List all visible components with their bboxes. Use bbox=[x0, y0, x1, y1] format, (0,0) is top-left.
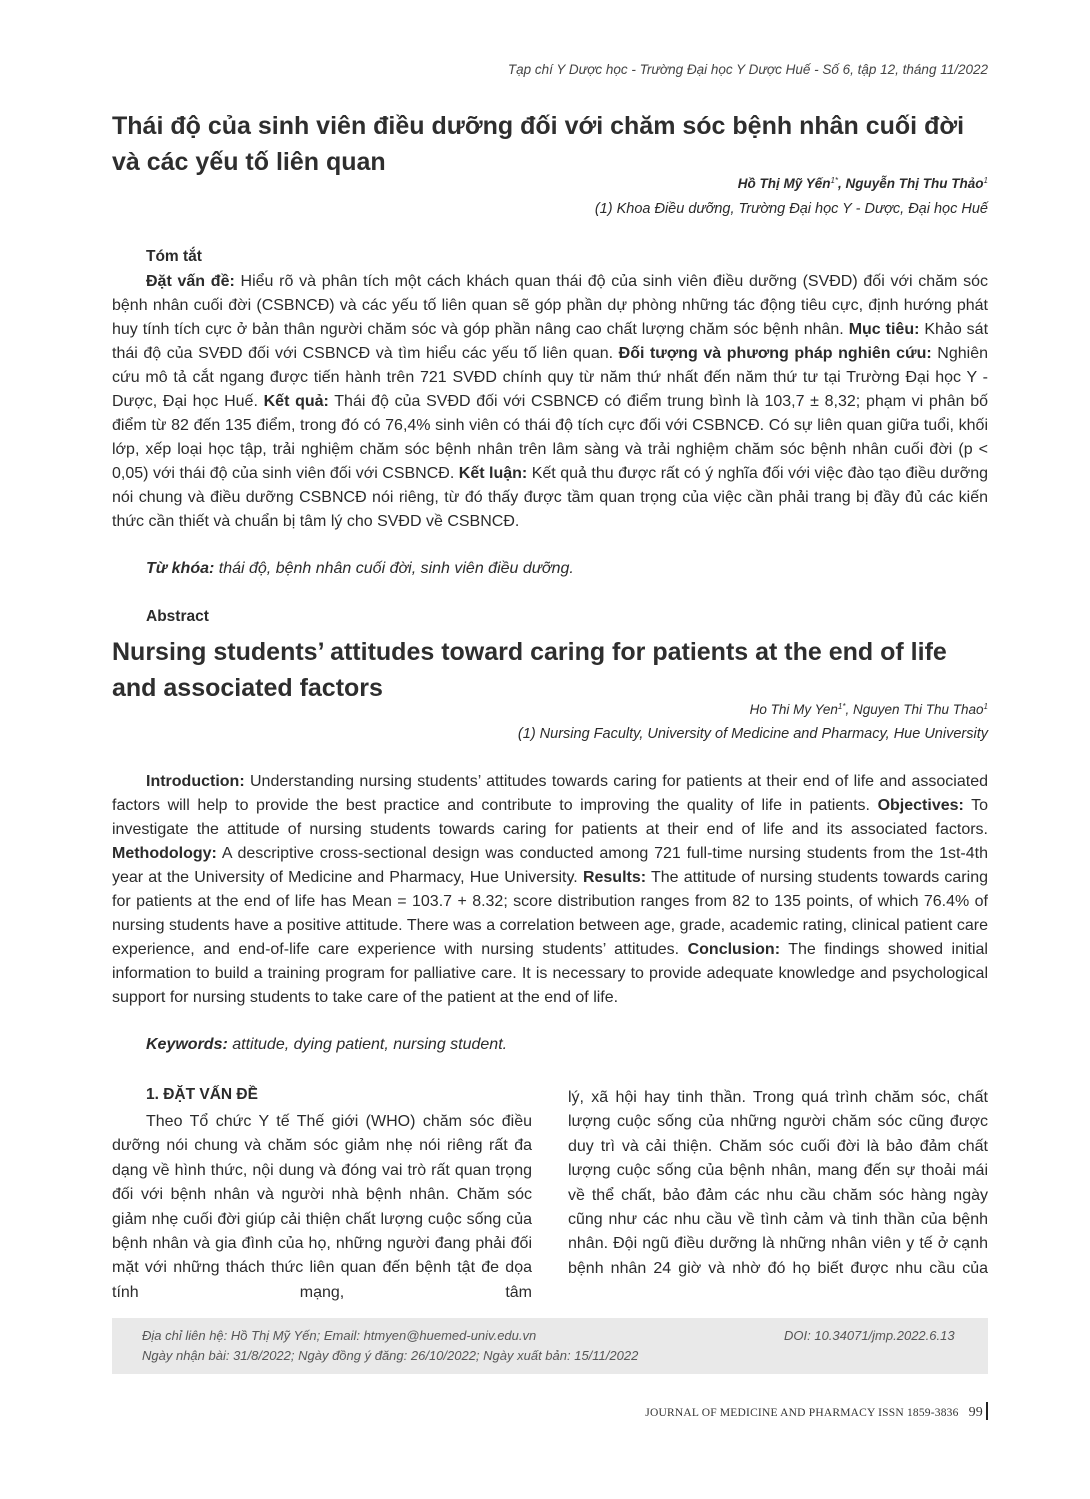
affiliation-en: (1) Nursing Faculty, University of Medicine and Pharmacy, Hue University bbox=[517, 726, 988, 742]
correspondence-box bbox=[112, 1318, 988, 1374]
conclusion-en-text: The findings showed initial information to build a training program for palliative care. It is necessary to provide adequate knowledge and psychological support for nursing students to take care of the patient at the end of life. bbox=[112, 941, 988, 1006]
author-2: Nguyễn Thị Thu Thảo bbox=[845, 176, 984, 191]
results-heading: Kết quả: bbox=[263, 393, 329, 410]
methods-heading: Đối tượng và phương pháp nghiên cứu: bbox=[618, 345, 932, 362]
conclusion-en-heading: Conclusion: bbox=[687, 941, 781, 958]
author-separator: , bbox=[838, 176, 846, 191]
page-footer bbox=[645, 1402, 988, 1421]
article-title-en: Nursing students’ attitudes toward caring for patients at the end of life and associated factors bbox=[112, 638, 947, 702]
background-text: Hiểu rõ và phân tích một cách khách quan thái độ của sinh viên điều dưỡng (SVĐD) đối với chăm sóc bệnh nhân cuối đời (CSBNCĐ) và các yếu tố liên quan sẽ góp phần dự phòng những tác động tiêu cực, định hướng phát huy tính tích cực ở bản thân người chăm sóc và góp phần nâng cao chất lượng chăm sóc bệnh nhân. bbox=[112, 273, 989, 338]
conclusion-text: Kết quả thu được rất có ý nghĩa đối với việc đào tạo điều dưỡng nói chung và điều dưỡng CSBNCĐ nói riêng, từ đó thấy được tầm quan trọng của việc cần phải trang bị đầy đủ các kiến thức cần thiết và chuẩn bị tâm lý cho SVĐD về CSBNCĐ. bbox=[112, 465, 988, 530]
objective-heading: Mục tiêu: bbox=[848, 321, 920, 338]
keywords-en-label: Keywords: bbox=[146, 1036, 228, 1053]
methodology-text: A descriptive cross-sectional design was conducted among 721 full-time nursing students from the 1st-4th year at the University of Medicine and Pharmacy, Hue University. bbox=[112, 845, 988, 886]
results-text: Thái độ của SVĐD đối với CSBNCĐ có điểm trung bình là 103,7 ± 8,32; phạm vi phân bố điểm từ 82 đến 135 điểm, trong đó có 76,4% sinh viên có thái độ tích cực đối với CSBNCĐ. Có sự liên quan giữa tuổi, khối lớp, xếp loại học tập, trải nghiệm chăm sóc bệnh nhân trên lâm sàng và trải nghiệm chăm sóc bệnh nhân cuối đời (p < 0,05) với thái độ của sinh viên đối với CSBNCĐ. bbox=[112, 393, 989, 482]
intro-text: Understanding nursing students’ attitudes towards caring for patients at their end of life and associated factors will help to provide the best practice and contribute to improving the quality of life in patients. bbox=[112, 773, 988, 814]
author-1-en: Ho Thi My Yen bbox=[749, 702, 838, 717]
author-1-sup: 1* bbox=[830, 176, 839, 185]
author-1: Hồ Thị Mỹ Yến bbox=[737, 176, 831, 191]
results-en-text: The attitude of nursing students towards caring for patients at the end of life has Mean = 103.7 + 8.32; score distribution ranges from 82 to 135 points, of which 76.4% of nursing students have a positive attitude. There was a correlation between age, grade, academic rating, clinical patient care experience, and end-of-life care experience with nursing students’ attitudes. bbox=[112, 869, 988, 958]
contact-line: Địa chỉ liên hệ: Hồ Thị Mỹ Yến; Email: htmyen@huemed-univ.edu.vn bbox=[142, 1328, 537, 1343]
conclusion-heading: Kết luận: bbox=[458, 465, 528, 482]
doi-line: DOI: 10.34071/jmp.2022.6.13 bbox=[784, 1328, 955, 1343]
authors-en bbox=[750, 702, 988, 717]
authors-vn bbox=[738, 176, 988, 191]
keywords-en-text: attitude, dying patient, nursing student. bbox=[227, 1036, 508, 1053]
article-title-vn: Thái độ của sinh viên điều dưỡng đối với chăm sóc bệnh nhân cuối đời và các yếu tố liên quan bbox=[112, 112, 965, 176]
author-2-en-sup: 1 bbox=[983, 702, 988, 711]
author-1-en-sup: 1* bbox=[837, 702, 846, 711]
abstract-en bbox=[112, 770, 988, 1010]
page-bar bbox=[986, 1402, 988, 1420]
journal-header: Tạp chí Y Dược học - Trường Đại học Y Dược Huế - Số 6, tập 12, tháng 11/2022 bbox=[507, 62, 988, 77]
author-2-sup: 1 bbox=[983, 176, 988, 185]
keywords-text: thái độ, bệnh nhân cuối đời, sinh viên điều dưỡng. bbox=[214, 560, 574, 577]
affiliation-vn: (1) Khoa Điều dưỡng, Trường Đại học Y - Dược, Đại học Huế bbox=[594, 201, 988, 217]
keywords-label: Từ khóa: bbox=[146, 560, 215, 577]
background-heading: Đặt vấn đề: bbox=[146, 273, 235, 290]
keywords-vn bbox=[146, 560, 574, 578]
footer-journal: JOURNAL OF MEDICINE AND PHARMACY ISSN 1859-3836 bbox=[645, 1407, 959, 1419]
section-heading-introduction: 1. ĐẶT VẤN ĐỀ bbox=[146, 1086, 258, 1103]
page-number: 99 bbox=[968, 1405, 983, 1420]
intro-heading: Introduction: bbox=[146, 773, 245, 790]
summary-label: Tóm tắt bbox=[146, 248, 202, 265]
objective-text: Khảo sát thái độ của SVĐD đối với CSBNCĐ và tìm hiểu các yếu tố liên quan. bbox=[112, 321, 989, 362]
author-2-en: , Nguyen Thi Thu Thao bbox=[845, 702, 984, 717]
dates-line: Ngày nhận bài: 31/8/2022; Ngày đồng ý đăng: 26/10/2022; Ngày xuất bản: 15/11/2022 bbox=[142, 1348, 639, 1363]
body-column-left: Theo Tổ chức Y tế Thế giới (WHO) chăm sóc điều dưỡng nói chung và chăm sóc giảm nhẹ nói riêng rất đa dạng về hình thức, nội dung và đóng vai trò rất quan trọng đối với bệnh nhân và người nhà bệnh nhân. Chăm sóc giảm nhẹ cuối đời giúp cải thiện chất lượng cuộc sống của bệnh nhân và gia đình của họ, những người đang phải đối mặt với những thách thức liên quan đến bệnh tật đe dọa tính mạng, tâm bbox=[112, 1113, 532, 1301]
abstract-label: Abstract bbox=[146, 608, 209, 625]
abstract-vn bbox=[112, 270, 988, 534]
methodology-heading: Methodology: bbox=[112, 845, 217, 862]
methods-text: Nghiên cứu mô tả cắt ngang được tiến hành trên 721 SVĐD chính quy từ năm thứ nhất đến năm thứ tư tại Trường Đại học Y - Dược, Đại học Huế. bbox=[112, 345, 989, 410]
results-en-heading: Results: bbox=[582, 869, 647, 886]
keywords-en bbox=[146, 1036, 507, 1054]
body-column-right: lý, xã hội hay tinh thần. Trong quá trình chăm sóc, chất lượng cuộc sống của những người chăm sóc cũng được duy trì và cải thiện. Chăm sóc cuối đời là bảo đảm chất lượng cuộc sống của bệnh nhân, mang đến sự thoải mái về thể chất, bảo đảm các nhu cầu chăm sóc hàng ngày cũng như các nhu cầu về tình cảm và tinh thần của bệnh nhân. Đội ngũ điều dưỡng là những nhân viên y tế ở cạnh bệnh nhân 24 giờ và nhờ đó họ biết được nhu cầu của bbox=[568, 1089, 988, 1277]
objectives-heading: Objectives: bbox=[877, 797, 964, 814]
objectives-text: To investigate the attitude of nursing students towards caring for patients at their end of life and its associated factors. bbox=[112, 797, 989, 838]
